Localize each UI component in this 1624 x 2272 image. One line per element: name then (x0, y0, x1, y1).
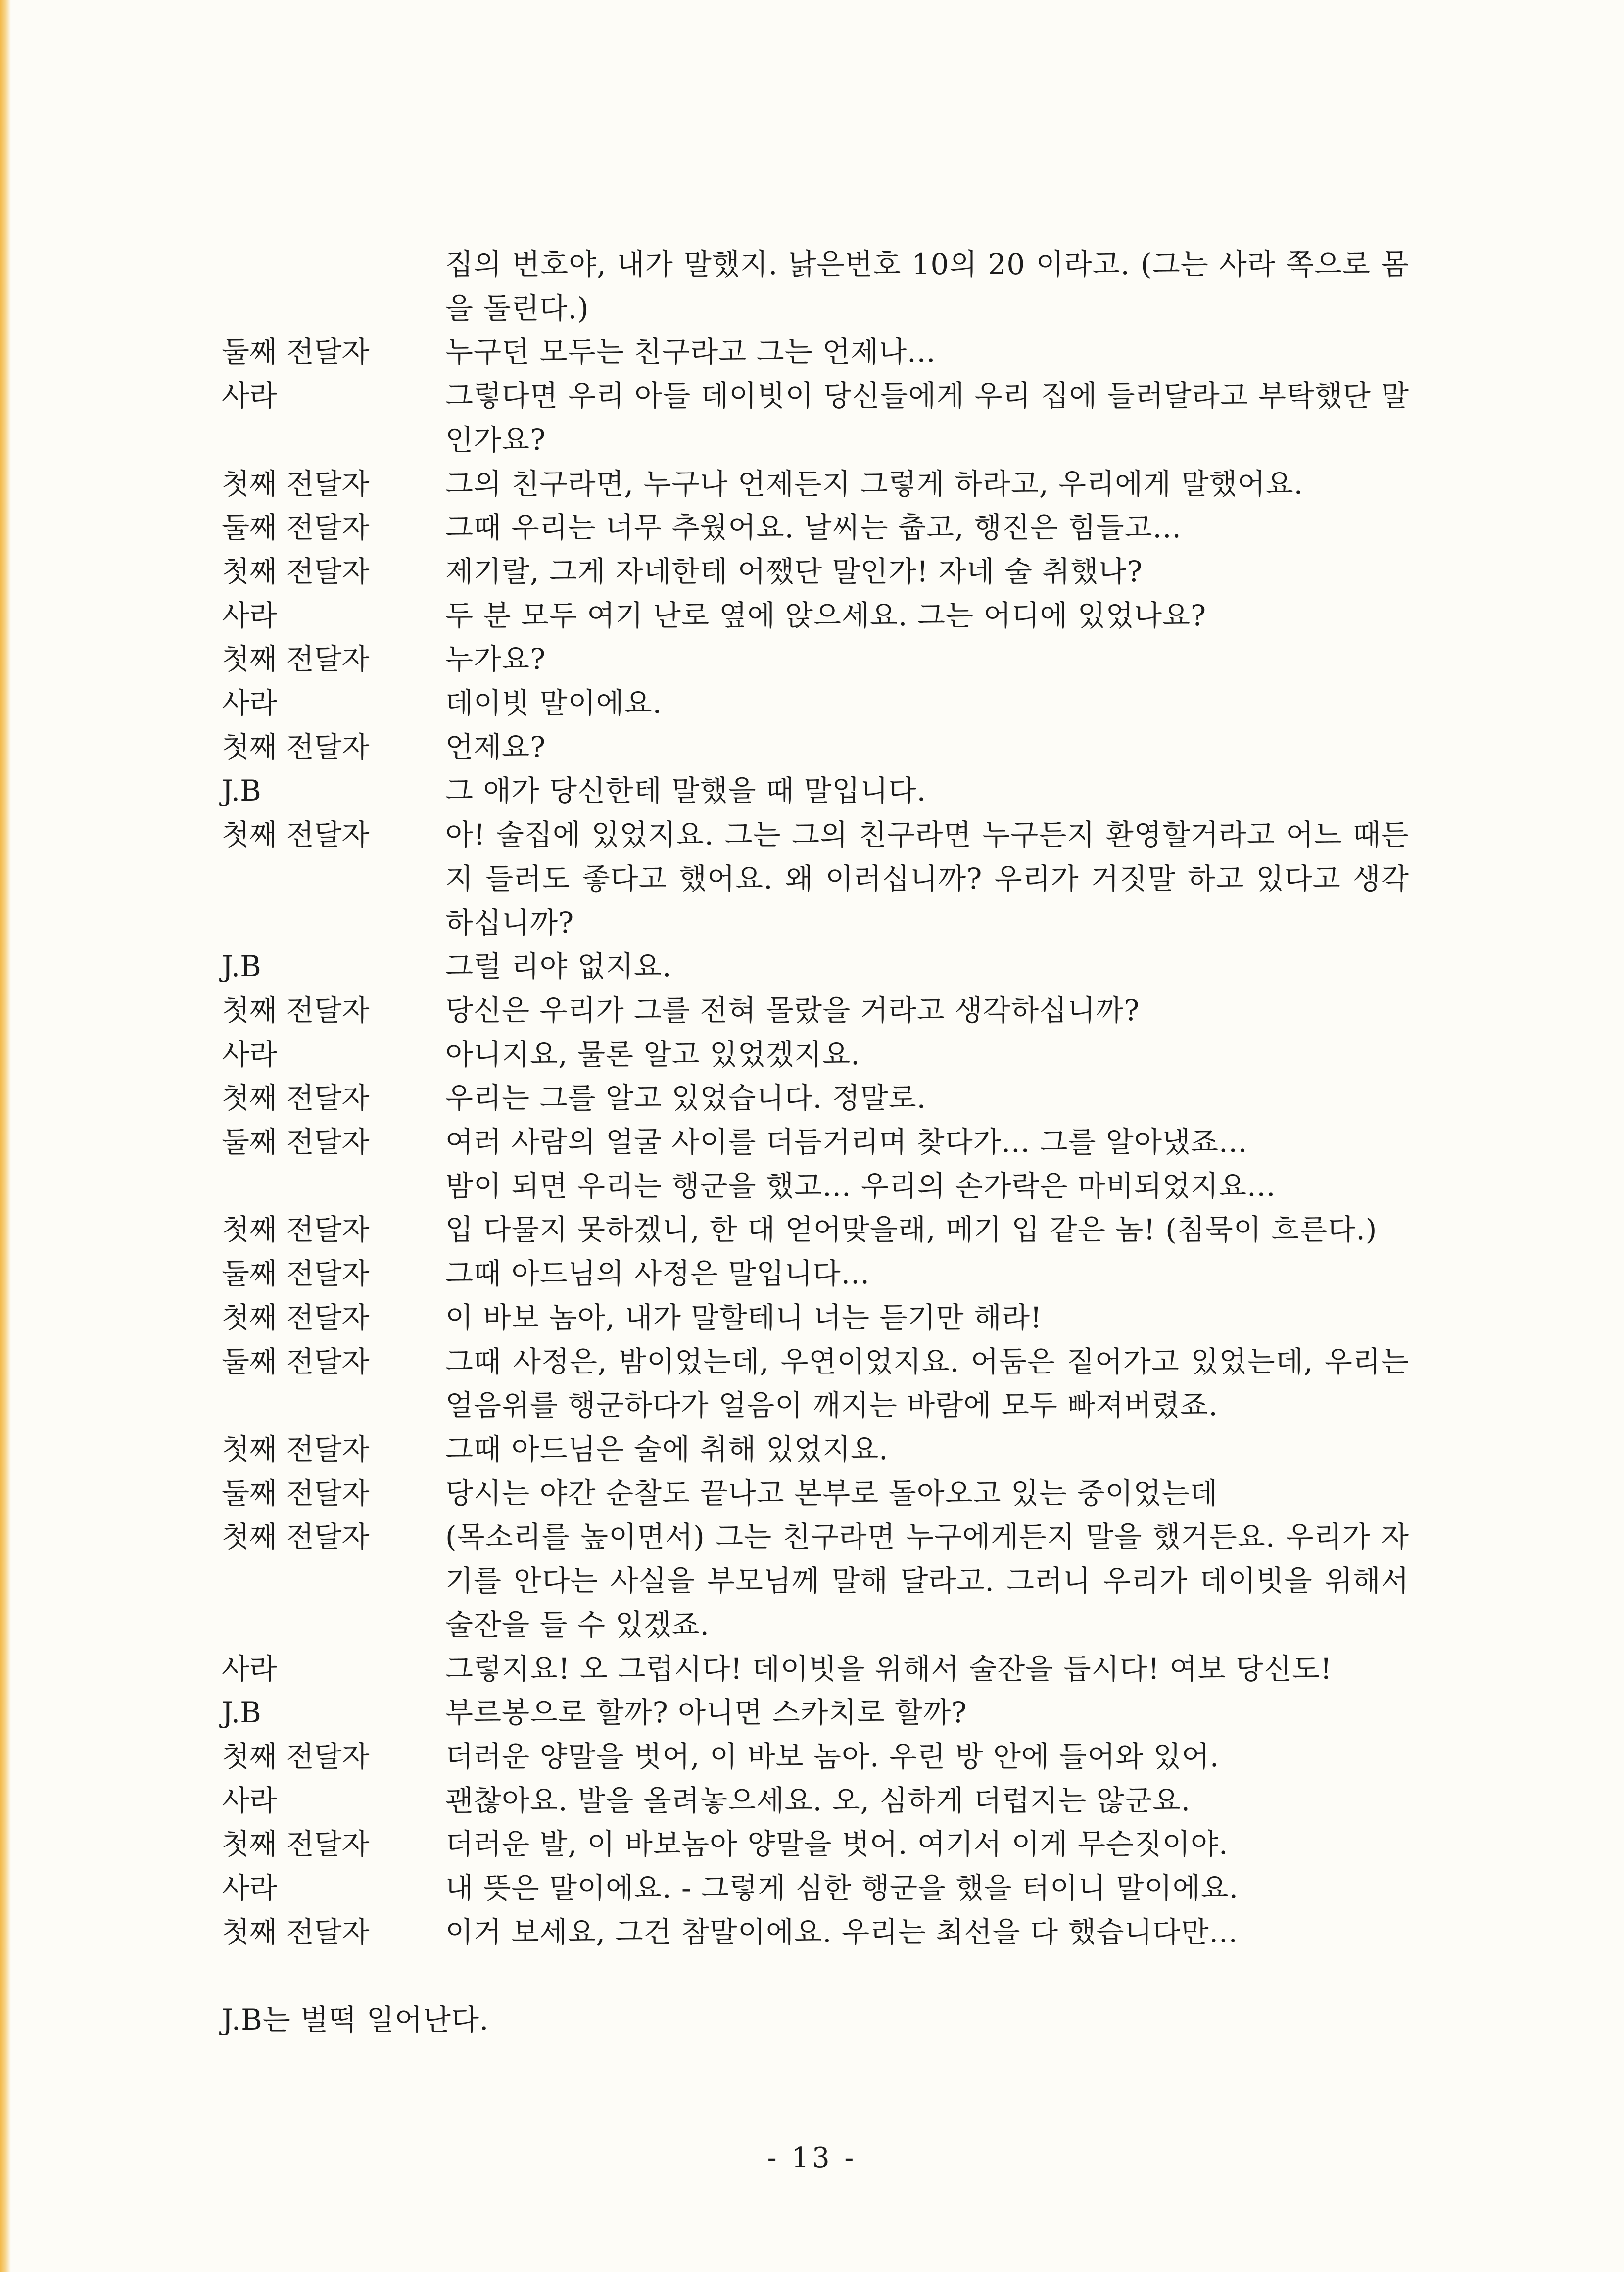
speaker-name: 첫째 전달자 (222, 818, 370, 852)
dialogue-line (222, 1252, 1409, 1296)
dialogue-line (222, 242, 1409, 330)
speech-text: 집의 번호야, 내가 말했지. 낡은번호 10의 20 이라고. (그는 사라 쪽으로 몸을 돌린다.) (445, 247, 1409, 325)
speaker-name: 첫째 전달자 (222, 642, 370, 676)
page-number: - 13 - (767, 2142, 857, 2174)
speech-text: 더러운 양말을 벗어, 이 바보 놈아. 우린 방 안에 들어와 있어. (445, 1739, 1220, 1773)
dialogue-line (222, 1164, 1409, 1208)
speaker-name: 첫째 전달자 (222, 554, 370, 588)
speech-text: 이 바보 놈아, 내가 말할테니 너는 듣기만 해라! (445, 1300, 1043, 1334)
binding-edge-stain (0, 0, 11, 2272)
speaker-name: 사라 (222, 1652, 278, 1686)
dialogue-line (222, 1296, 1409, 1340)
speech-text: 그렇다면 우리 아들 데이빗이 당신들에게 우리 집에 들러달라고 부탁했단 말인가요? (445, 379, 1409, 457)
speech-text: 그렇지요! 오 그럽시다! 데이빗을 위해서 술잔을 듭시다! 여보 당신도! (445, 1652, 1333, 1686)
speaker-name: 둘째 전달자 (222, 1125, 370, 1159)
dialogue-line (222, 813, 1409, 945)
speaker-name: 사라 (222, 379, 278, 413)
dialogue-line (222, 374, 1409, 462)
dialogue-script (222, 242, 1409, 1954)
dialogue-line (222, 1033, 1409, 1077)
speaker-name: 첫째 전달자 (222, 1081, 370, 1115)
speech-text: 부르봉으로 할까? 아니면 스카치로 할까? (445, 1696, 967, 1730)
dialogue-line (222, 681, 1409, 725)
speaker-name: J.B (222, 1696, 261, 1730)
speech-text: 누구던 모두는 친구라고 그는 언제나... (445, 335, 936, 369)
speaker-name: 둘째 전달자 (222, 1476, 370, 1510)
dialogue-line (222, 330, 1409, 374)
dialogue-line (222, 1779, 1409, 1823)
speaker-name: 사라 (222, 598, 278, 632)
speech-text: 밤이 되면 우리는 행군을 했고... 우리의 손가락은 마비되었지요... (445, 1169, 1276, 1203)
speech-text: 내 뜻은 말이에요. - 그렇게 심한 행군을 했을 터이니 말이에요. (445, 1871, 1239, 1905)
speaker-name: 첫째 전달자 (222, 1520, 370, 1554)
speaker-name: 첫째 전달자 (222, 1915, 370, 1949)
dialogue-line (222, 1866, 1409, 1910)
speech-text: 그때 사정은, 밤이었는데, 우연이었지요. 어둠은 짙어가고 있었는데, 우리는 얼음위를 행군하다가 얼음이 깨지는 바람에 모두 빠져버렸죠. (445, 1344, 1409, 1422)
speaker-name: 둘째 전달자 (222, 511, 370, 545)
speaker-name: 둘째 전달자 (222, 335, 370, 369)
dialogue-line (222, 769, 1409, 813)
speech-text: 그때 아드님은 술에 취해 있었지요. (445, 1432, 889, 1466)
speaker-name: 첫째 전달자 (222, 1739, 370, 1773)
dialogue-line (222, 1340, 1409, 1427)
speech-text: 아! 술집에 있었지요. 그는 그의 친구라면 누구든지 환영할거라고 어느 때든지 들러도 좋다고 했어요. 왜 이러십니까? 우리가 거짓말 하고 있다고 생각하십니까? (445, 818, 1409, 940)
speaker-name: 첫째 전달자 (222, 730, 370, 764)
dialogue-line (222, 1471, 1409, 1515)
speech-text: 당신은 우리가 그를 전혀 몰랐을 거라고 생각하십니까? (445, 993, 1140, 1027)
speech-text: 더러운 발, 이 바보놈아 양말을 벗어. 여기서 이게 무슨짓이야. (445, 1827, 1229, 1861)
dialogue-line (222, 594, 1409, 638)
speech-text: 그럴 리야 없지요. (445, 949, 672, 984)
speaker-name: 사라 (222, 686, 278, 720)
speaker-name: 첫째 전달자 (222, 1827, 370, 1861)
speaker-name: J.B (222, 949, 261, 984)
speaker-name: 사라 (222, 1871, 278, 1905)
stage-direction: J.B는 벌떡 일어난다. (222, 2003, 489, 2036)
dialogue-line (222, 1691, 1409, 1735)
dialogue-line (222, 637, 1409, 681)
dialogue-line (222, 1427, 1409, 1471)
speech-text: 괜찮아요. 발을 올려놓으세요. 오, 심하게 더럽지는 않군요. (445, 1783, 1191, 1817)
dialogue-line (222, 725, 1409, 769)
speech-text: 두 분 모두 여기 난로 옆에 앉으세요. 그는 어디에 있었나요? (445, 598, 1207, 632)
speaker-name: 첫째 전달자 (222, 467, 370, 501)
speaker-name: J.B (222, 774, 261, 808)
dialogue-line (222, 550, 1409, 594)
speech-text: 그 애가 당신한테 말했을 때 말입니다. (445, 774, 927, 808)
dialogue-line (222, 1647, 1409, 1691)
dialogue-line (222, 1076, 1409, 1120)
dialogue-line (222, 1120, 1409, 1164)
speech-text: (목소리를 높이면서) 그는 친구라면 누구에게든지 말을 했거든요. 우리가 자기를 안다는 사실을 부모님께 말해 달라고. 그러니 우리가 데이빗을 위해서 술잔을 들 수 있겠죠. (445, 1520, 1409, 1642)
speech-text: 그때 아드님의 사정은 말입니다... (445, 1257, 870, 1291)
speech-text: 제기랄, 그게 자네한테 어쨌단 말인가! 자네 술 취했나? (445, 554, 1143, 588)
speech-text: 그의 친구라면, 누구나 언제든지 그렇게 하라고, 우리에게 말했어요. (445, 467, 1304, 501)
speech-text: 그때 우리는 너무 추웠어요. 날씨는 춥고, 행진은 힘들고... (445, 511, 1182, 545)
speaker-name: 첫째 전달자 (222, 993, 370, 1027)
speech-text: 언제요? (445, 730, 546, 764)
speech-text: 누가요? (445, 642, 546, 676)
speech-text: 우리는 그를 알고 있었습니다. 정말로. (445, 1081, 927, 1115)
dialogue-line (222, 1208, 1409, 1252)
dialogue-line (222, 1910, 1409, 1954)
dialogue-line (222, 1515, 1409, 1647)
speech-text: 아니지요, 물론 알고 있었겠지요. (445, 1037, 860, 1071)
speech-text: 여러 사람의 얼굴 사이를 더듬거리며 찾다가... 그를 알아냈죠... (445, 1125, 1248, 1159)
dialogue-line (222, 1735, 1409, 1779)
speaker-name: 둘째 전달자 (222, 1344, 370, 1378)
speech-text: 데이빗 말이에요. (445, 686, 663, 720)
speaker-name: 둘째 전달자 (222, 1257, 370, 1291)
speaker-name: 사라 (222, 1783, 278, 1817)
dialogue-line (222, 462, 1409, 506)
speech-text: 입 다물지 못하겠니, 한 대 얻어맞을래, 메기 입 같은 놈! (침묵이 흐른다.) (445, 1213, 1378, 1247)
dialogue-line (222, 989, 1409, 1033)
speaker-name: 첫째 전달자 (222, 1300, 370, 1334)
speech-text: 이거 보세요, 그건 참말이에요. 우리는 최선을 다 했습니다만... (445, 1915, 1238, 1949)
dialogue-line (222, 506, 1409, 550)
speaker-name: 첫째 전달자 (222, 1213, 370, 1247)
speech-text: 당시는 야간 순찰도 끝나고 본부로 돌아오고 있는 중이었는데 (445, 1476, 1218, 1510)
dialogue-line (222, 1822, 1409, 1866)
dialogue-line (222, 945, 1409, 989)
speaker-name: 첫째 전달자 (222, 1432, 370, 1466)
speaker-name: 사라 (222, 1037, 278, 1071)
